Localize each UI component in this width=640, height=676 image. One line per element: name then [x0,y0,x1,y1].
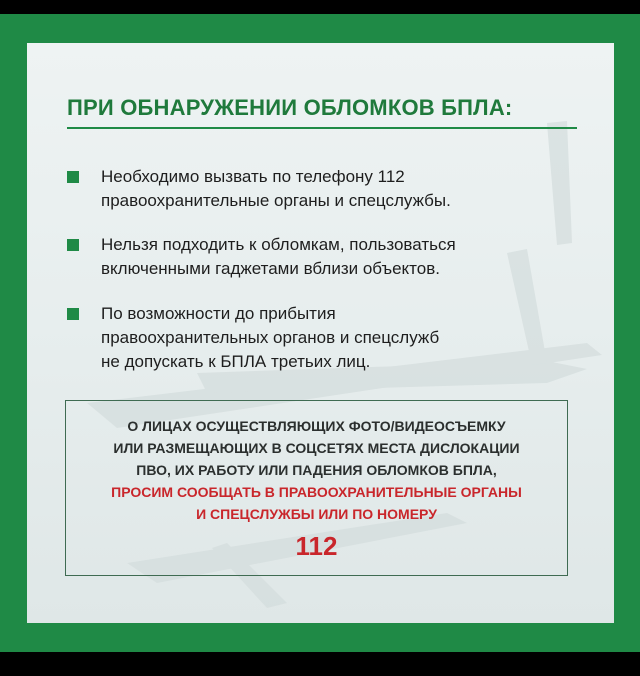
notice-line: О ЛИЦАХ ОСУЩЕСТВЛЯЮЩИХ ФОТО/ВИДЕОСЪЕМКУ [127,418,506,434]
notice-line: ПВО, ИХ РАБОТУ ИЛИ ПАДЕНИЯ ОБЛОМКОВ БПЛА, [136,462,497,478]
notice-line: ИЛИ РАЗМЕЩАЮЩИХ В СОЦСЕТЯХ МЕСТА ДИСЛОКАЦИИ [113,440,520,456]
list-item-text: По возможности до прибытия правоохранительных органов и спецслужб не допускать к БПЛА третьих лиц. [101,304,440,371]
list-item-text: Нельзя подходить к обломкам, пользоваться включенными гаджетами вблизи объектов. [101,235,456,278]
page-title: ПРИ ОБНАРУЖЕНИИ ОБЛОМКОВ БПЛА: [67,95,513,120]
poster-card [27,43,614,623]
square-bullet-icon [67,171,79,183]
notice-line-alert: ПРОСИМ СООБЩАТЬ В ПРАВООХРАНИТЕЛЬНЫЕ ОРГАНЫ [111,484,522,500]
title-underline [67,127,577,129]
list-item-text: Необходимо вызвать по телефону 112 правоохранительные органы и спецслужбы. [101,167,451,210]
poster-frame [0,14,640,652]
notice-text [66,415,567,525]
notice-box [65,400,568,576]
square-bullet-icon [67,308,79,320]
emergency-number: 112 [295,531,338,561]
square-bullet-icon [67,239,79,251]
notice-line-alert: И СПЕЦСЛУЖБЫ ИЛИ ПО НОМЕРУ [196,506,437,522]
